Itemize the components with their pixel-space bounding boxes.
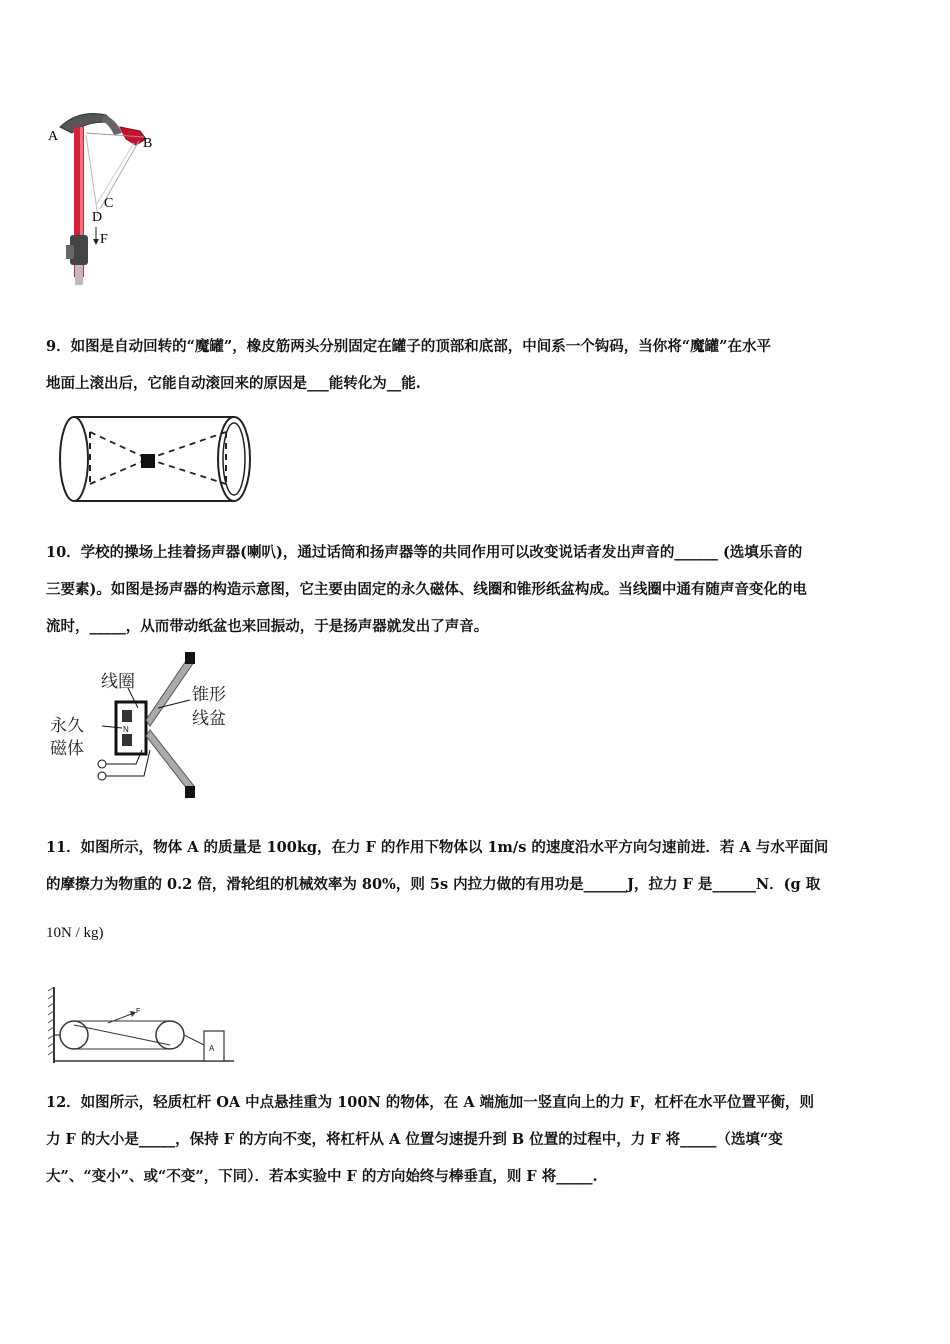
pulley-figure	[44, 985, 239, 1067]
fruit-picker-figure	[44, 105, 164, 290]
question-11	[46, 829, 908, 952]
question-10-line-1: 10．学校的操场上挂着扬声器(喇叭)，通过话筒和扬声器等的共同作用可以改变说话者发出声音的______ (选填乐音的	[46, 544, 803, 561]
fig-label-c: C	[104, 196, 114, 211]
label-cone-2: 线盆	[192, 709, 226, 729]
label-cone-1: 锥形	[192, 685, 226, 705]
question-12-line-3: 大”、“变小”、或“不变”，下同）．若本实验中 F 的方向始终与棒垂直，则 F 将_____.	[46, 1168, 598, 1185]
label-magnet-1: 永久	[50, 716, 84, 736]
magic-can-figure	[54, 412, 259, 507]
question-11-line-1: 11．如图所示，物体 A 的质量是 100kg，在力 F 的作用下物体以 1m/s 的速度沿水平方向匀速前进．若 A 与水平面间	[46, 839, 829, 856]
question-12-line-2: 力 F 的大小是_____，保持 F 的方向不变，将杠杆从 A 位置匀速提升到 B 位置的过程中，力 F 将_____（选填“变	[46, 1131, 783, 1148]
fig-label-f: F	[100, 232, 108, 247]
label-block: A	[209, 1044, 215, 1053]
question-9-line-2: 地面上滚出后，它能自动滚回来的原因是___能转化为__能.	[46, 375, 421, 392]
question-10-line-3: 流时，_____，从而带动纸盆也来回振动，于是扬声器就发出了声音。	[46, 618, 489, 635]
question-9-line-1: 9．如图是自动回转的“魔罐”，橡皮筋两头分别固定在罐子的顶部和底部，中间系一个钩码，当你将“魔罐”在水平	[46, 338, 771, 355]
label-coil: 线圈	[101, 672, 135, 692]
question-11-line-3: 10N / kg)	[46, 925, 104, 941]
fig-label-d: D	[92, 210, 103, 225]
question-10	[46, 534, 908, 645]
question-11-line-2: 的摩擦力为物重的 0.2 倍，滑轮组的机械效率为 80%，则 5s 内拉力做的有用功是______J，拉力 F 是______N．(g 取	[46, 876, 821, 893]
question-12-line-1: 12．如图所示，轻质杠杆 OA 中点悬挂重为 100N 的物体，在 A 端施加一竖直向上的力 F，杠杆在水平位置平衡，则	[46, 1094, 814, 1111]
label-magnet-2: 磁体	[50, 739, 84, 759]
fig-label-b: B	[143, 136, 153, 151]
question-12	[46, 1084, 908, 1195]
question-9	[46, 328, 908, 402]
question-10-line-2: 三要素)。如图是扬声器的构造示意图，它主要由固定的永久磁体、线圈和锥形纸盆构成。当线圈中通有随声音变化的电	[46, 581, 807, 598]
hook-weight	[141, 454, 155, 468]
fig-label-a: A	[48, 129, 59, 144]
loudspeaker-figure	[46, 650, 246, 805]
label-force: F	[136, 1008, 141, 1015]
svg-text:N: N	[123, 725, 129, 734]
